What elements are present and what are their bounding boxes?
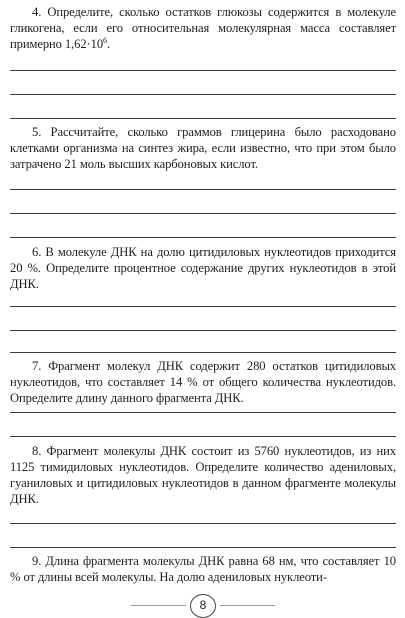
- task-6-text: 6. В молекуле ДНК на долю цитидиловых нуклеотидов приходится 20 %. Определите процентное содержание других нуклеотидов в этой ДНК.: [10, 245, 396, 291]
- task-7-text: 7. Фрагмент молекул ДНК содержит 280 остатков цитидиловых нуклеотидов, что составляет 14 % от общего количества нуклеотидов. Определите длину данного фрагмента ДНК.: [10, 359, 396, 405]
- task-5-text: 5. Рассчитайте, сколько граммов глицерина было расходовано клетками организма на синтез жира, если известно, что при этом было затрачено 21 моль высших карбоновых кислот.: [10, 125, 396, 171]
- answer-line[interactable]: [10, 70, 396, 71]
- task-9-text: 9. Длина фрагмента молекулы ДНК равна 68 нм, что составляет 10 % от длины всей молекулы. На долю адениловых нуклеоти-: [10, 554, 396, 584]
- answer-line[interactable]: [10, 547, 396, 548]
- answer-line[interactable]: [10, 330, 396, 331]
- answer-line[interactable]: [10, 94, 396, 95]
- task-4: [10, 4, 396, 52]
- answer-line[interactable]: [10, 189, 396, 190]
- task-6: [10, 244, 396, 292]
- answer-line[interactable]: [10, 352, 396, 353]
- answer-line[interactable]: [10, 118, 396, 119]
- page-number: 8: [190, 594, 216, 618]
- answer-line[interactable]: [10, 237, 396, 238]
- task-4-text: 4. Определите, сколько остатков глюкозы содержится в молекуле гликогена, если его относительная молекулярная масса составляет примерно $1,62\cdot 10^6$.: [10, 5, 396, 51]
- answer-line[interactable]: [10, 523, 396, 524]
- answer-line[interactable]: [10, 436, 396, 437]
- answer-line[interactable]: [10, 213, 396, 214]
- task-9: [10, 553, 396, 585]
- task-8: [10, 443, 396, 507]
- answer-line[interactable]: [10, 306, 396, 307]
- task-7: [10, 358, 396, 406]
- task-8-text: 8. Фрагмент молекулы ДНК состоит из 5760 нуклеотидов, из них 1125 тимидиловых нуклеотидов. Определите количество адениловых, гуаниловых и цитидиловых нуклеотидов в данном фрагменте молекулы ДНК.: [10, 444, 396, 506]
- answer-line[interactable]: [10, 412, 396, 413]
- task-5: [10, 124, 396, 172]
